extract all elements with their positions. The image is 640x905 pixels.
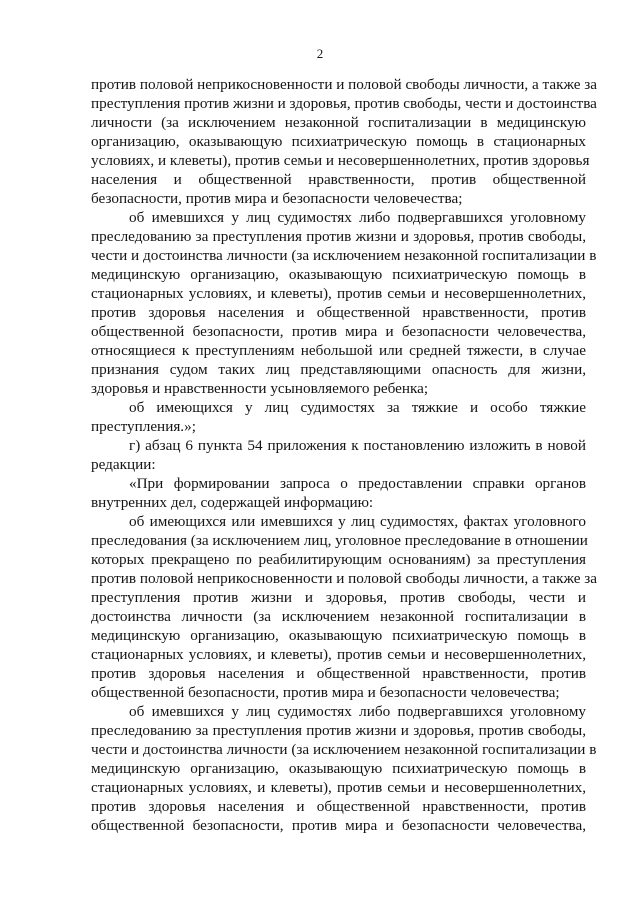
text-line: населения и общественной нравственности, против общественной <box>91 171 586 188</box>
text-line: общественной безопасности, против мира и безопасности человечества, <box>91 817 586 834</box>
text-line: преследования (за исключением лиц, уголовное преследование в отношении <box>91 532 588 549</box>
text-line: против здоровья населения и общественной нравственности, против <box>91 665 586 682</box>
text-line: здоровья и нравственности усыновляемого ребенка; <box>91 380 429 397</box>
text-line: относящиеся к преступлениям небольшой или средней тяжести, в случае <box>91 342 586 359</box>
text-line: медицинскую организацию, оказывающую психиатрическую помощь в <box>91 627 586 644</box>
text-line: стационарных условиях, и клеветы), против семьи и несовершеннолетних, <box>91 646 586 663</box>
text-line: г) абзац 6 пункта 54 приложения к постановлению изложить в новой <box>129 437 586 454</box>
text-line: медицинскую организацию, оказывающую психиатрическую помощь в <box>91 266 586 283</box>
text-line: личности (за исключением незаконной госпитализации в медицинскую <box>91 114 586 131</box>
text-line: безопасности, против мира и безопасности человечества; <box>91 190 463 207</box>
text-line: «При формировании запроса о предоставлении справки органов <box>129 475 586 492</box>
text-line: против половой неприкосновенности и половой свободы личности, а также за <box>91 76 598 93</box>
text-line: медицинскую организацию, оказывающую психиатрическую помощь в <box>91 760 586 777</box>
text-line: чести и достоинства личности (за исключением незаконной госпитализации в <box>91 247 597 264</box>
paragraph <box>91 474 586 512</box>
text-line: организацию, оказывающую психиатрическую помощь в стационарных <box>91 133 586 150</box>
text-line: преступления против жизни и здоровья, против свободы, чести и достоинства <box>91 95 597 112</box>
text-line: чести и достоинства личности (за исключением незаконной госпитализации в <box>91 741 597 758</box>
text-line: стационарных условиях, и клеветы), против семьи и несовершеннолетних, <box>91 779 586 796</box>
text-line: против здоровья населения и общественной нравственности, против <box>91 304 586 321</box>
text-line: об имевшихся у лиц судимостях либо подвергавшихся уголовному <box>129 703 586 720</box>
paragraph <box>91 398 586 436</box>
paragraph <box>91 702 597 835</box>
text-line: условиях, и клеветы), против семьи и несовершеннолетних, против здоровья <box>91 152 590 169</box>
text-line: преследованию за преступления против жизни и здоровья, против свободы, <box>91 722 586 739</box>
paragraph <box>91 436 586 474</box>
text-line: которых прекращено по реабилитирующим основаниям) за преступления <box>91 551 586 568</box>
text-line: достоинства личности (за исключением незаконной госпитализации в <box>91 608 586 625</box>
text-line: об имеющихся или имевшихся у лиц судимостях, фактах уголовного <box>129 513 586 530</box>
text-line: об имевшихся у лиц судимостях либо подвергавшихся уголовному <box>129 209 586 226</box>
text-line: об имеющихся у лиц судимостях за тяжкие и особо тяжкие <box>129 399 586 416</box>
text-line: общественной безопасности, против мира и безопасности человечества, <box>91 323 586 340</box>
text-line: против здоровья населения и общественной нравственности, против <box>91 798 586 815</box>
text-line: признания судом таких лиц представляющими опасность для жизни, <box>91 361 586 378</box>
text-line: общественной безопасности, против мира и безопасности человечества; <box>91 684 560 701</box>
paragraph <box>91 512 598 702</box>
text-line: преследованию за преступления против жизни и здоровья, против свободы, <box>91 228 586 245</box>
page-number: 2 <box>316 46 324 61</box>
document-body <box>91 75 598 835</box>
text-line: редакции: <box>91 456 156 473</box>
text-line: против половой неприкосновенности и половой свободы личности, а также за <box>91 570 598 587</box>
text-line: стационарных условиях, и клеветы), против семьи и несовершеннолетних, <box>91 285 586 302</box>
text-line: преступления.»; <box>91 418 196 435</box>
paragraph <box>91 75 598 208</box>
text-line: внутренних дел, содержащей информацию: <box>91 494 374 511</box>
text-line: преступления против жизни и здоровья, против свободы, чести и <box>91 589 586 606</box>
paragraph <box>91 208 597 398</box>
